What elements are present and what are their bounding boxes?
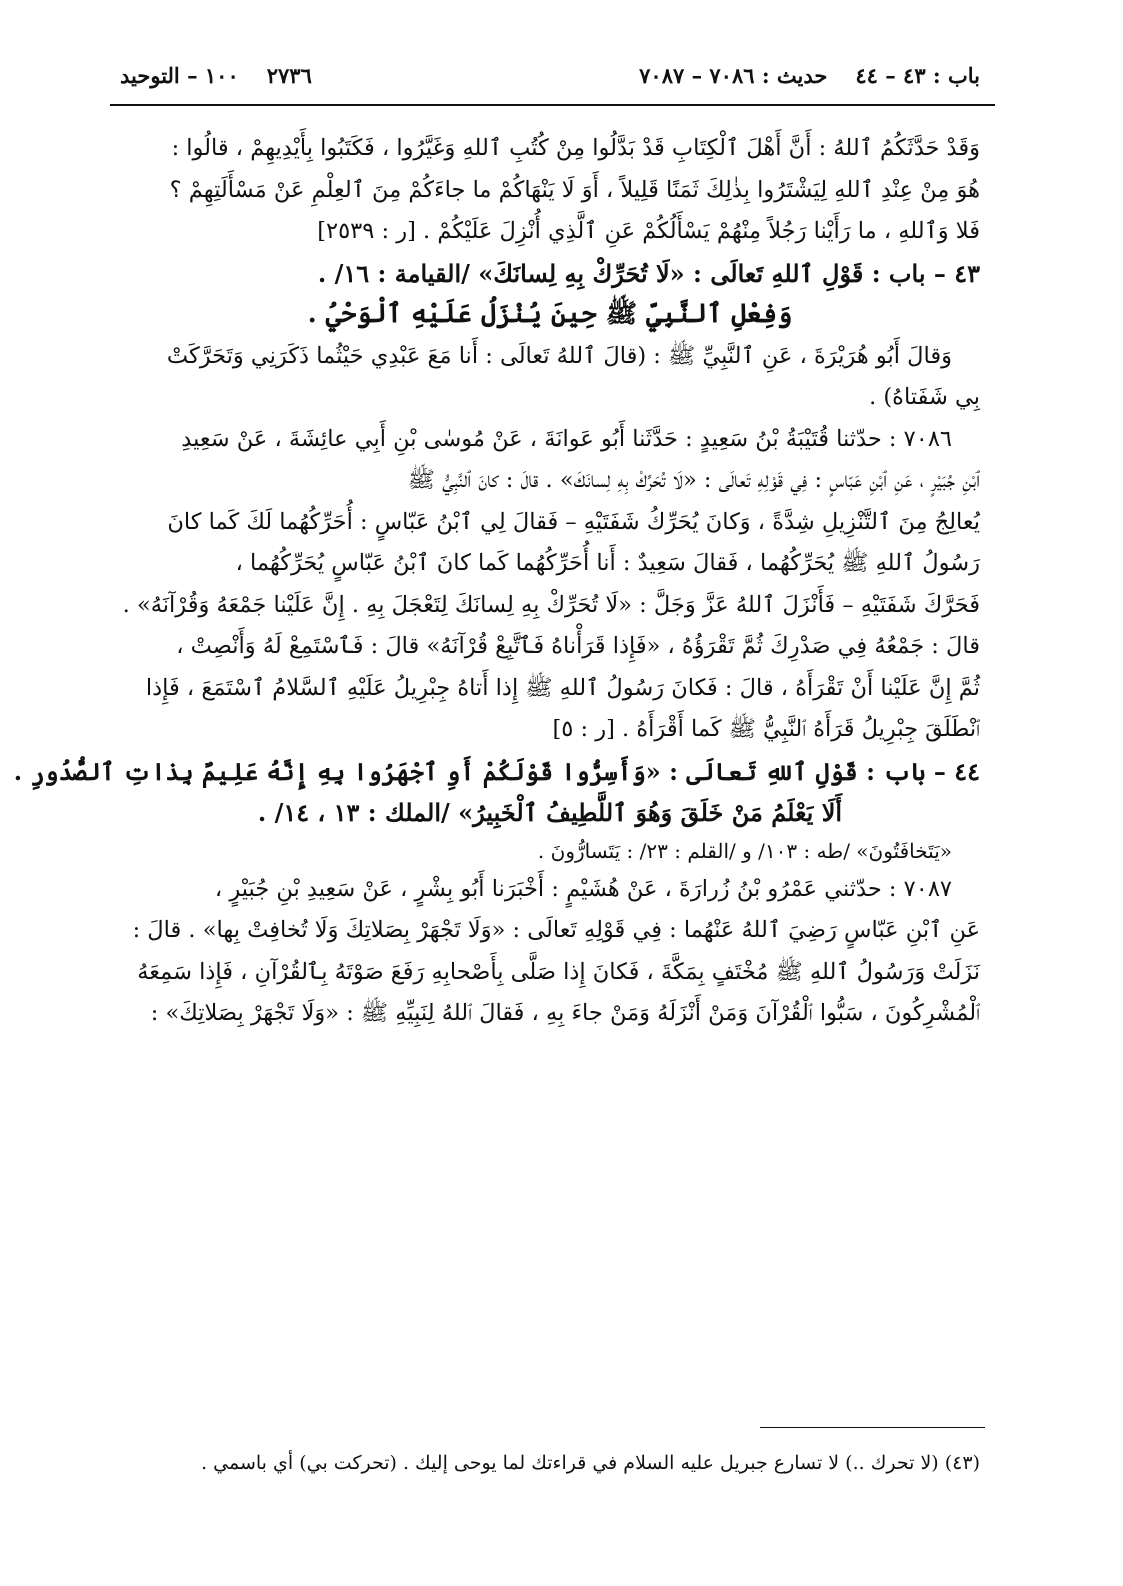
text-line: رَسُولُ ٱللهِ ﷺ يُحَرِّكُهُما ، فَقالَ سَعِيدٌ : أَنا أُحَرِّكُهُما كَما كانَ ٱبْنُ عَبّاسٍ يُحَرِّكُهُما ، bbox=[235, 550, 980, 576]
verse-note: «يَتَخافَتُونَ» /طه : ١٠٣/ و /القلم : ٢٣/ : يَتَسارُّونَ . bbox=[537, 838, 952, 863]
chapter-heading-44-cont: أَلَا يَعْلَمُ مَنْ خَلَقَ وَهُوَ ٱللَّطِيفُ ٱلْخَبِيرُ» /الملك : ١٣ ، ١٤/ . bbox=[257, 798, 843, 827]
footnote-rule bbox=[760, 1427, 985, 1428]
text-line: بِي شَفَتاهُ) . bbox=[869, 384, 980, 410]
page-number: ٢٧٣٦ bbox=[266, 62, 312, 88]
text-line: وَقالَ أَبُو هُرَيْرَةَ ، عَنِ ٱلنَّبِيِّ ﷺ : (قالَ ٱللهُ تَعالَى : أَنا مَعَ عَبْدِي حَيْثُما ذَكَرَنِي وَتَحَرَّكَتْ bbox=[166, 342, 952, 369]
text-line: نَزَلَتْ وَرَسُولُ ٱللهِ ﷺ مُخْتَفٍ بِمَكَّةَ ، فَكانَ إِذا صَلَّى بِأَصْحابِهِ رَفَعَ صَوْتَهُ بِٱلقُرْآنِ ، فَإِذا سَمِعَهُ bbox=[137, 958, 980, 985]
text-line: يُعالِجُ مِنَ ٱلتَّنْزِيلِ شِدَّةً ، وَكانَ يُحَرِّكُ شَفَتَيْهِ – فَقالَ لِي ٱبْنُ عَبّاسٍ : أُحَرِّكُهُما لَكَ كَما كانَ bbox=[167, 508, 980, 535]
footnote: (٤٣) (لا تحرك ..) لا تسارع جبريل عليه السلام في قراءتك لما يوحى إليك . (تحركت بي) أي باسمي . bbox=[201, 1452, 980, 1474]
text-line: ٱنْطَلَقَ جِبْرِيلُ قَرَأَهُ ٱلنَّبِيُّ ﷺ كَما أَقْرَأَهُ . [ر : ٥] bbox=[552, 716, 980, 742]
header-left bbox=[639, 63, 980, 88]
hadith-7086-start: ٧٠٨٦ : حدّثنا قُتَيْبَةُ بْنُ سَعِيدٍ : حَدَّثَنا أَبُو عَوانَةَ ، عَنْ مُوسٰى بْنِ أَبِي عائِشَةَ ، عَنْ سَعِيدِ bbox=[181, 425, 952, 452]
chapter-label: باب : ٤٣ – ٤٤ bbox=[855, 62, 980, 88]
text-line: وَقَدْ حَدَّثَكُمُ ٱللهُ : أَنَّ أَهْلَ ٱلْكِتَابِ قَدْ بَدَّلُوا مِنْ كُتُبِ ٱللهِ وَغَيَّرُوا ، فَكَتَبُوا بِأَيْدِيهِمْ ، قالُوا : bbox=[171, 135, 980, 161]
text-line: ٱلْمُشْرِكُونَ ، سَبُّوا ٱلْقُرْآنَ وَمَنْ أَنْزَلَهُ وَمَنْ جاءَ بِهِ ، فَقالَ ٱللهُ لِنَبِيِّهِ ﷺ : «وَلَا تَجْهَرْ بِصَلاتِكَ» : bbox=[150, 1000, 980, 1026]
hadith-range: حديث : ٧٠٨٦ – ٧٠٨٧ bbox=[639, 62, 828, 88]
header-rule bbox=[110, 104, 995, 106]
page-header bbox=[120, 58, 980, 92]
book-title: ١٠٠ – التوحيد bbox=[120, 62, 239, 88]
text-line: قالَ : جَمْعُهُ فِي صَدْرِكَ ثُمَّ تَقْرَؤُهُ ، «فَإِذا قَرَأْناهُ فَٱتَّبِعْ قُرْآنَهُ» قالَ : فَٱسْتَمِعْ لَهُ وَأَنْصِتْ ، bbox=[176, 633, 980, 659]
text-line: ٱبْنِ جُبَيْرٍ ، عَنِ ٱبْنِ عَبّاسٍ : فِي قَوْلِهِ تَعالَى : «لَا تُحَرِّكْ بِهِ لِسانَكَ» . قالَ : كانَ ٱلنَّبِيُّ ﷺ bbox=[407, 467, 980, 493]
text-line: فَلا وَٱللهِ ، ما رَأَيْنا رَجُلاً مِنْهُمْ يَسْأَلُكُمْ عَنِ ٱلَّذِي أُنْزِلَ عَلَيْكُمْ . [ر : ٢٥٣٩] bbox=[317, 218, 980, 244]
chapter-subheading-43: وَفِعْلِ ٱلنَّبِيِّ ﷺ حِينَ يُنْزَلُ عَلَيْهِ ٱلْوَحْيُ . bbox=[307, 299, 793, 329]
page-body bbox=[13, 128, 980, 1035]
header-right bbox=[120, 63, 312, 88]
text-line: فَحَرَّكَ شَفَتَيْهِ – فَأَنْزَلَ ٱللهُ عَزَّ وَجَلَّ : «لَا تُحَرِّكْ بِهِ لِسانَكَ لِتَعْجَلَ بِهِ . إِنَّ عَلَيْنا جَمْعَهُ وَقُرْآنَهُ» . bbox=[122, 591, 980, 618]
text-line: هُوَ مِنْ عِنْدِ ٱللهِ لِيَشْتَرُوا بِذٰلِكَ ثَمَنًا قَلِيلاً ، أَوَ لَا يَنْهَاكُمْ ما جاءَكُمْ مِنَ ٱلعِلْمِ عَنْ مَسْأَلَتِهِمْ ؟ bbox=[169, 176, 980, 203]
chapter-heading-44: ٤٤ – باب : قَوْلِ ٱللهِ تَعالَى : «وَأَسِرُّوا قَوْلَكُمْ أَوِ ٱجْهَرُوا بِهِ إِنَّهُ عَلِيمٌ بِذاتِ ٱلصُّدُورِ . bbox=[13, 756, 980, 786]
chapter-heading-43: ٤٣ – باب : قَوْلِ ٱللهِ تَعالَى : «لَا تُحَرِّكْ بِهِ لِسانَكَ» /القيامة : ١٦/ . bbox=[317, 258, 980, 288]
text-line: عَنِ ٱبْنِ عَبّاسٍ رَضِيَ ٱللهُ عَنْهُما : فِي قَوْلِهِ تَعالَى : «وَلَا تَجْهَرْ بِصَلاتِكَ وَلَا تُخافِتْ بِها» . قالَ : bbox=[132, 917, 980, 943]
text-line: ثُمَّ إِنَّ عَلَيْنا أَنْ تَقْرَأَهُ ، قالَ : فَكانَ رَسُولُ ٱللهِ ﷺ إِذا أَتاهُ جِبْرِيلُ عَلَيْهِ ٱلسَّلامُ ٱسْتَمَعَ ، فَإِذا bbox=[145, 674, 980, 701]
hadith-7087-start: ٧٠٨٧ : حدّثني عَمْرُو بْنُ زُرارَةَ ، عَنْ هُشَيْمٍ : أَخْبَرَنا أَبُو بِشْرٍ ، عَنْ سَعِيدِ بْنِ جُبَيْرٍ ، bbox=[214, 875, 952, 902]
